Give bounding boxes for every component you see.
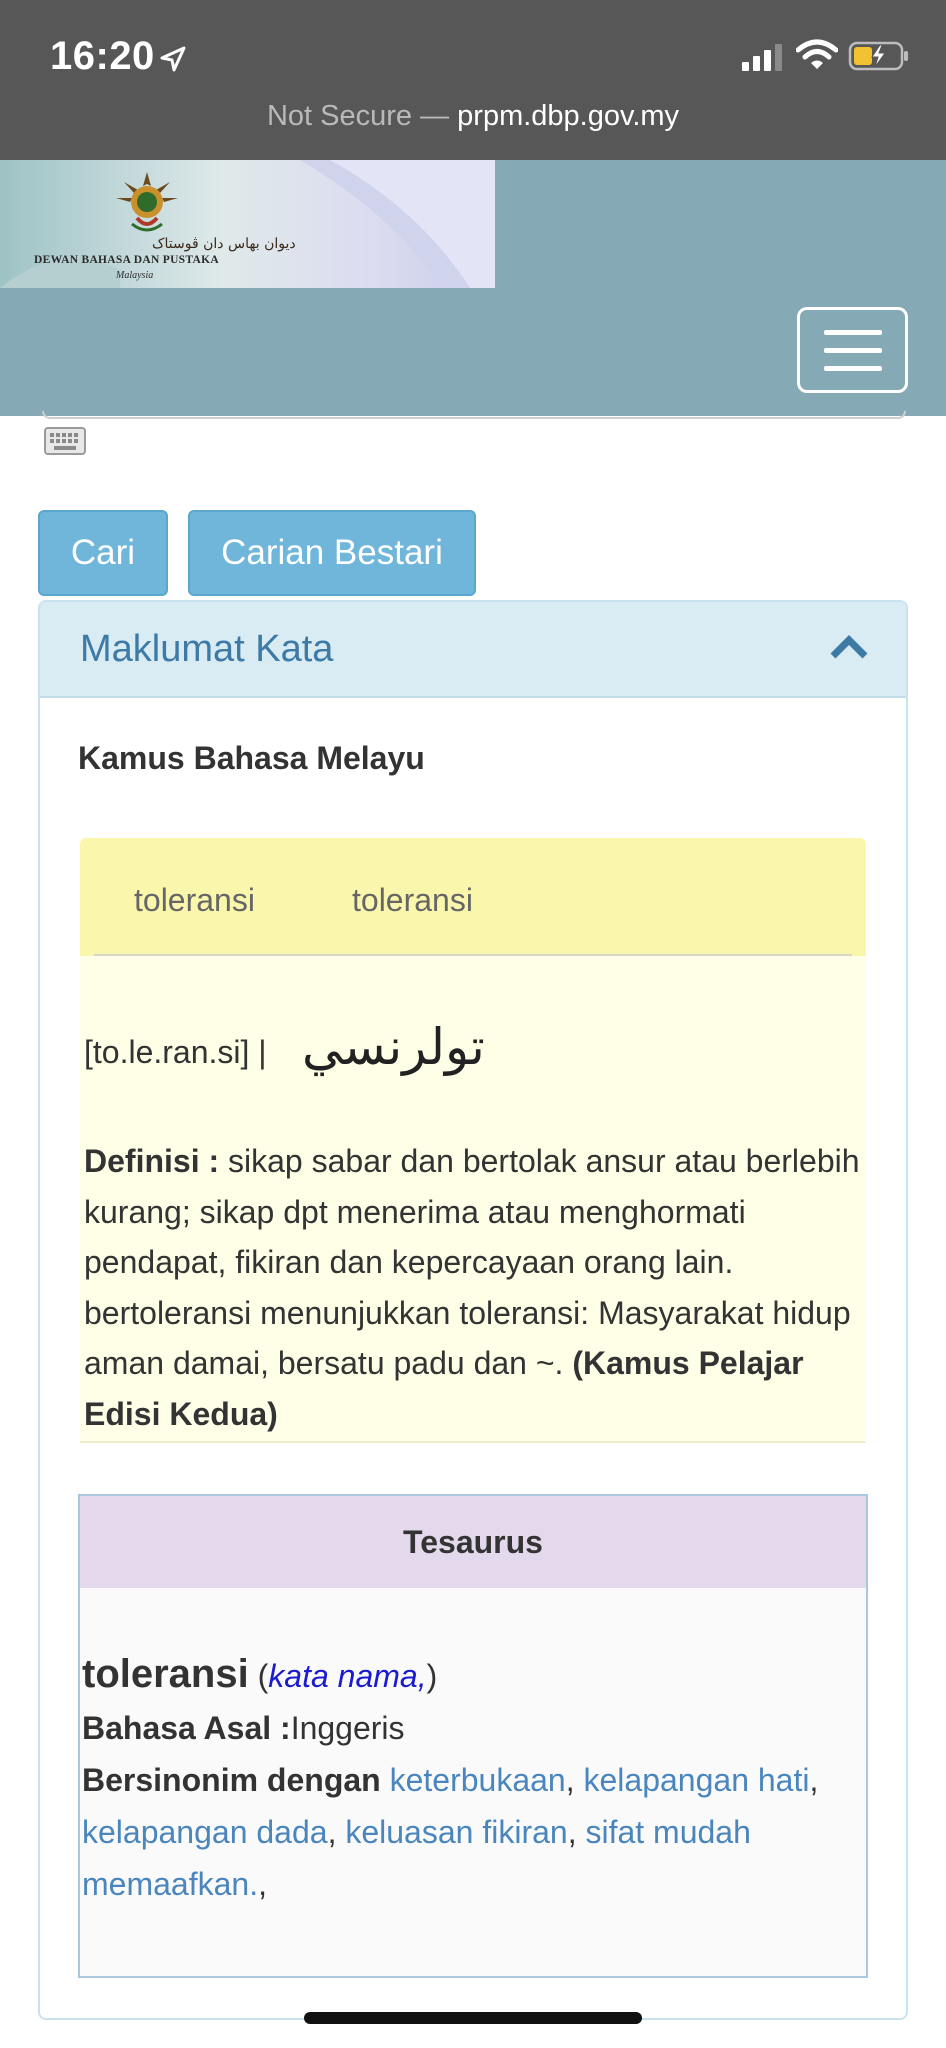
battery-icon <box>848 40 910 72</box>
status-bar <box>0 0 946 160</box>
synonym-link[interactable]: sifat mudah memaafkan. <box>82 1814 751 1902</box>
pos-open: ( <box>248 1658 269 1694</box>
tab-toleransi-2[interactable]: toleransi <box>352 882 473 918</box>
home-indicator <box>304 2012 642 2024</box>
banner-background <box>0 160 495 288</box>
tesaurus-word: toleransi <box>82 1652 249 1696</box>
kamus-title: Kamus Bahasa Melayu <box>78 740 425 776</box>
chevron-up-icon[interactable] <box>829 632 869 662</box>
synonym-link[interactable]: kelapangan dada <box>82 1814 328 1850</box>
tab-toleransi-1[interactable]: toleransi <box>134 882 255 918</box>
word-tabs <box>80 838 866 956</box>
definition-box <box>80 838 866 1442</box>
logo-arabic-text: ديوان بهاس دان ڤوستاک <box>152 236 296 252</box>
signal-icon <box>740 42 786 72</box>
cari-button[interactable]: Cari <box>38 510 168 596</box>
pos-close: ) <box>426 1658 438 1694</box>
synonyms-line: Bersinonim dengan keterbukaan, kelapangan hati, kelapangan dada, keluasan fikiran, sifat mudah memaafkan., <box>82 1762 819 1902</box>
panel-title: Maklumat Kata <box>80 628 334 670</box>
synonym-link[interactable]: kelapangan hati <box>583 1762 810 1798</box>
synonym-link[interactable]: keluasan fikiran <box>345 1814 568 1850</box>
part-of-speech: kata nama, <box>268 1658 427 1694</box>
url-bar[interactable] <box>0 100 946 133</box>
location-arrow-icon <box>158 44 188 74</box>
synonym-link[interactable]: keterbukaan <box>389 1762 566 1798</box>
not-secure-label: Not Secure — <box>266 100 450 132</box>
search-input[interactable] <box>42 411 906 419</box>
hamburger-menu-icon[interactable] <box>797 307 908 393</box>
carian-bestari-button[interactable]: Carian Bestari <box>188 510 476 596</box>
origin-line <box>82 1702 862 1754</box>
url-domain: prpm.dbp.gov.my <box>457 100 680 132</box>
definition-label: Definisi : <box>84 1143 220 1179</box>
panel-header[interactable] <box>40 602 906 698</box>
keyboard-icon[interactable] <box>44 425 86 457</box>
tabs-divider <box>94 954 852 956</box>
divider <box>80 1441 866 1443</box>
wifi-icon <box>796 38 838 72</box>
origin-value: Inggeris <box>290 1710 405 1746</box>
definition-source: (Kamus Pelajar Edisi Kedua) <box>84 1345 804 1432</box>
logo-emblem-icon <box>104 166 190 238</box>
pronunciation: [to.le.ran.si] | <box>84 1034 267 1070</box>
origin-label: Bahasa Asal : <box>82 1710 291 1746</box>
jawi-spelling: تولرنسي <box>302 1018 485 1076</box>
tesaurus-body <box>82 1648 862 1910</box>
status-time: 16:20 <box>50 34 155 78</box>
logo-text: DEWAN BAHASA DAN PUSTAKA <box>34 254 219 266</box>
tesaurus-headword-line <box>82 1648 862 1702</box>
definition-body: sikap sabar dan bertolak ansur atau berlebih kurang; sikap dpt menerima atau menghormati pendapat, fikiran dan kepercayaan orang lain. bertoleransi menunjukkan toleransi: Masyarakat hidup aman damai, bersatu padu dan ~. <box>84 1143 860 1381</box>
site-logo-banner[interactable] <box>0 160 495 288</box>
logo-subtext: Malaysia <box>116 270 154 281</box>
definition-text <box>84 1136 866 1439</box>
tesaurus-box <box>78 1494 868 1978</box>
synonyms-label: Bersinonim dengan <box>82 1762 381 1798</box>
tesaurus-title: Tesaurus <box>80 1496 866 1588</box>
